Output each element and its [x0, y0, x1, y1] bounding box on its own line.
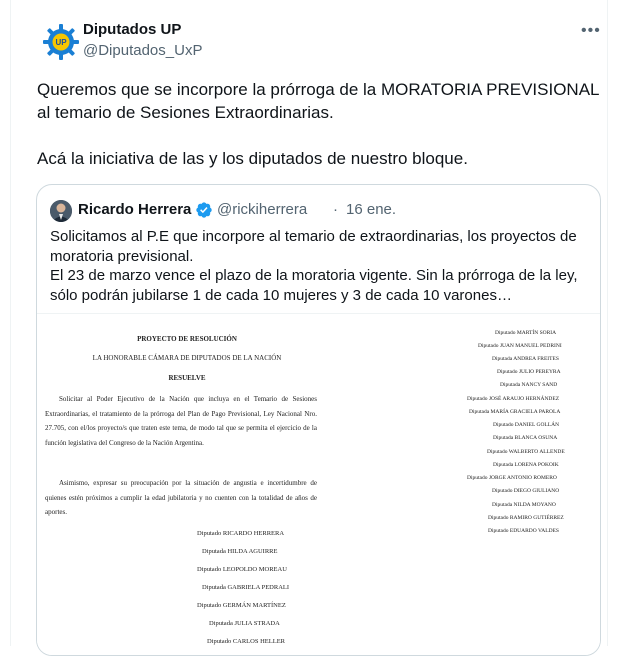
person-photo-icon	[50, 200, 72, 222]
document-resolves: RESUELVE	[168, 374, 206, 382]
document-image[interactable]	[37, 313, 600, 656]
profile-avatar[interactable]	[41, 22, 81, 62]
signature-right: Diputado EDUARDO VALDES	[488, 528, 559, 534]
quoted-tweet[interactable]	[36, 184, 601, 656]
signature-right: Diputada LORENA POKOIK	[493, 462, 559, 468]
signature-right: Diputada NANCY SAND	[500, 382, 558, 388]
document-paragraph-2: Asimismo, expresar su preocupación por la situación de angustia e incertidumbre de quienes estén próximos a cumplir la edad jubilatoria y no cuenten con la totalidad de años de aportes.	[45, 479, 317, 516]
signature-left: Diputada JULIA STRADA	[209, 620, 280, 627]
document-title: PROYECTO DE RESOLUCIÓN	[137, 335, 237, 343]
signature-right: Diputada MARÍA GRACIELA PAROLA	[469, 409, 561, 415]
signature-left: Diputado GERMÁN MARTÍNEZ	[197, 602, 286, 609]
signature-right: Diputada NILDA MOYANO	[492, 502, 556, 508]
signature-right: Diputado RAMIRO GUTIÉRREZ	[488, 515, 564, 521]
document-paragraph-1: Solicitar al Poder Ejecutivo de la Nación que incluya en el Temario de Sesiones Extraordinarias, el tratamiento de la prórroga del Plan de Pago Previsional, Ley Nacional Nro. 27.705, con el/los proyecto/s que traten este tema, de modo tal que se permita el ejercicio de la función legislativa del Congreso de la Nación Argentina.	[45, 395, 317, 447]
signature-right: Diputado JUAN MANUEL PEDRINI	[478, 343, 562, 349]
signature-left: Diputada HILDA AGUIRRE	[202, 548, 278, 555]
quoted-author-avatar	[50, 200, 72, 222]
signature-left: Diputado CARLOS HELLER	[207, 638, 285, 645]
signature-right: Diputado JULIO PEREYRA	[497, 369, 561, 375]
signature-left: Diputado RICARDO HERRERA	[197, 530, 285, 537]
signature-right: Diputado JOSÉ ARAUJO HERNÁNDEZ	[467, 396, 560, 402]
author-name[interactable]: Diputados UP	[83, 21, 182, 38]
author-handle[interactable]: @Diputados_UxP	[83, 42, 203, 59]
tweet-card	[10, 0, 608, 646]
signature-right: Diputado MARTÍN SORIA	[495, 330, 557, 336]
quoted-tweet-text: Solicitamos al P.E que incorpore al temario de extraordinarias, los proyectos de moratoria previsional. El 23 de marzo vence el plazo de la moratoria vigente. Sin la prórroga de la ley, sólo podrán jubilarse 1 de cada 10 mujeres y 3 de cada 10 varones…	[50, 228, 578, 304]
quoted-author-handle[interactable]: @rickiherrera	[217, 201, 308, 218]
signature-right: Diputado DANIEL GOLLÁN	[493, 422, 560, 428]
tweet-text: Queremos que se incorpore la prórroga de la MORATORIA PREVISIONAL al temario de Sesiones Extraordinarias. Acá la iniciativa de las y los diputados de nuestro bloque.	[37, 80, 600, 168]
signature-right: Diputado JORGE ANTONIO ROMERO	[467, 475, 557, 480]
quoted-author-name[interactable]: Ricardo Herrera	[78, 201, 192, 218]
verified-badge-icon	[195, 201, 213, 219]
more-options-icon[interactable]: •••	[581, 22, 601, 39]
signature-right: Diputado WALBERTO ALLENDE	[487, 449, 565, 455]
signature-right: Diputada BLANCA OSUNA	[493, 435, 558, 441]
up-logo-icon	[41, 22, 81, 62]
signature-right: Diputado DIEGO GIULIANO	[492, 488, 560, 494]
separator-dot: ·	[333, 201, 338, 218]
signature-left: Diputado LEOPOLDO MOREAU	[197, 566, 287, 573]
svg-text:UP: UP	[55, 38, 67, 47]
signature-right: Diputada ANDREA FREITES	[492, 356, 559, 362]
signature-left: Diputada GABRIELA PEDRALI	[202, 584, 290, 591]
quoted-timestamp[interactable]: 16 ene.	[346, 201, 397, 218]
document-chamber: LA HONORABLE CÁMARA DE DIPUTADOS DE LA NACIÓN	[92, 354, 282, 362]
